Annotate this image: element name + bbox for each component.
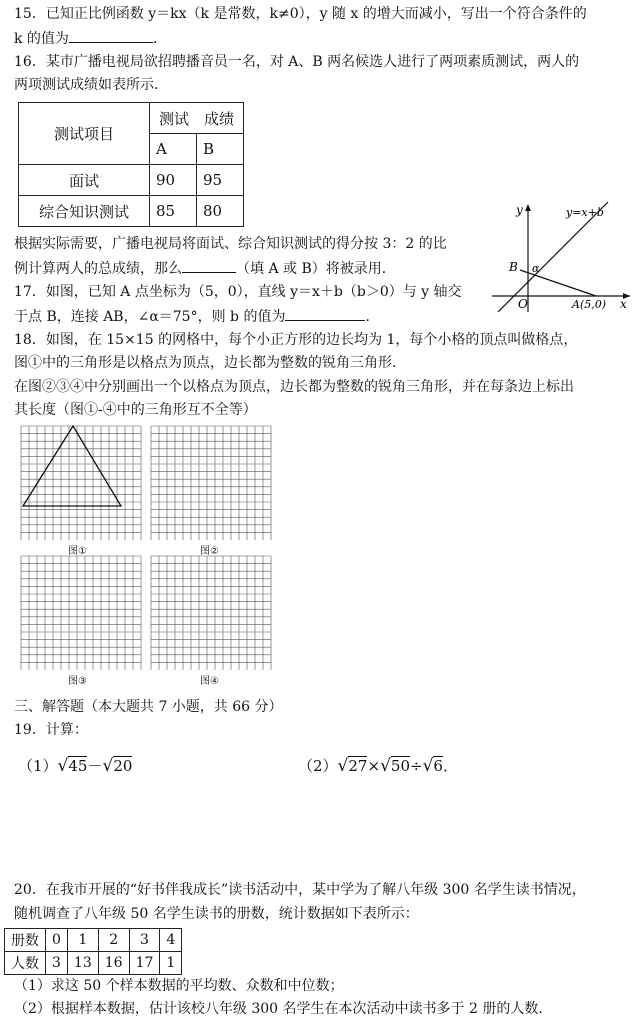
q17-alpha-label: α (532, 262, 540, 275)
caption-figure-4: 图④ (200, 676, 219, 687)
q16-line1: 16．某市广播电视局欲招聘播音员一名，对 A、B 两名候选人进行了两项素质测试，两人的 (14, 54, 580, 70)
q17-line2-prefix: 于点 B，连接 AB，∠α＝75°，则 b 的值为 (14, 309, 286, 325)
q20-row2-cell: 16 (98, 952, 129, 975)
q18-line3: 在图②③④中分别画出一个以格点为顶点，边长都为整数的锐角三角形，并在每条边上标出 (14, 379, 574, 395)
grid-figure-2 (150, 425, 272, 540)
q19-times: × (367, 757, 381, 775)
q16-row1-b: 95 (197, 165, 244, 196)
q16-after2-suffix: （填 A 或 B）将被录用． (236, 261, 396, 277)
q16-line2: 两项测试成绩如表所示． (14, 77, 168, 93)
q16-col-a: A (150, 134, 197, 165)
q19-part1 (18, 756, 132, 776)
sqrt-icon: √ (422, 756, 434, 776)
grid-lines (151, 426, 271, 540)
q15-suffix: ． (152, 31, 167, 47)
q17-line2-suffix: ． (365, 309, 380, 325)
grid-lines (151, 556, 271, 670)
q20-row1-cell: 0 (46, 929, 68, 952)
q17-line2 (14, 306, 379, 327)
q20-row2-cell: 13 (67, 952, 98, 975)
section-heading: 三、解答题（本大题共 7 小题，共 66 分） (14, 699, 283, 715)
caption-figure-2: 图② (200, 546, 219, 557)
q19-radicand-27: 27 (348, 757, 368, 775)
grid-lines (21, 426, 141, 540)
q19-radicand-45: 45 (68, 757, 88, 775)
q16-row2-label: 综合知识测试 (19, 196, 150, 227)
q19-title: 19．计算： (14, 722, 88, 738)
q16-after1: 根据实际需要，广播电视局将面试、综合知识测试的得分按 3：2 的比 (14, 236, 447, 252)
q19-radicand-6: 6 (433, 757, 443, 775)
q16-after2 (14, 258, 396, 279)
q19-divide: ÷ (410, 757, 423, 775)
q17-point-a-label: A(5,0) (572, 298, 607, 311)
q19-part2-end: ． (442, 757, 458, 775)
q19-part2-label: （2） (298, 757, 338, 775)
q17-x-label: x (620, 297, 627, 311)
sqrt-icon: √ (57, 756, 69, 776)
grid-figure-1 (20, 425, 142, 540)
q16-row1-a: 90 (150, 165, 197, 196)
caption-figure-3: 图③ (68, 676, 87, 687)
q16-answer-blank (182, 258, 236, 273)
q17-line1: 17．如图，已知 A 点坐标为（5，0），直线 y＝x＋b（b＞0）与 y 轴交 (14, 284, 462, 300)
grid-lines (21, 556, 141, 670)
q20-data-table (4, 928, 182, 975)
sqrt-icon: √ (102, 756, 114, 776)
q16-row1-label: 面试 (19, 165, 150, 196)
q18-line1: 18．如图，在 15×15 的网格中，每个小正方形的边长均为 1，每个小格的顶点叫做格点， (14, 332, 578, 348)
q18-line4: 其长度（图①-④中的三角形互不全等） (14, 402, 257, 418)
q16-after2-prefix: 例计算两人的总成绩，那么 (14, 261, 182, 277)
q20-row1-cell: 2 (98, 929, 129, 952)
q15-answer-blank (69, 28, 153, 43)
q16-header-score: 测试 成绩 (150, 103, 244, 134)
q20-row1-label: 册数 (5, 929, 46, 952)
q20-line1: 20．在我市开展的“好书伴我成长”读书活动中，某中学为了解八年级 300 名学生读书情况， (14, 882, 586, 898)
q20-row1-cell: 3 (129, 929, 160, 952)
q19-minus: － (87, 757, 103, 775)
q20-sub2: （2）根据样本数据，估计该校八年级 300 名学生在本次活动中读书多于 2 册的人数． (14, 1001, 553, 1017)
q16-row2-b: 80 (197, 196, 244, 227)
grid-figure-3 (20, 555, 142, 670)
q15-line2 (14, 28, 167, 49)
q17-answer-blank (285, 306, 365, 321)
grid-figure-4 (150, 555, 272, 670)
q20-line2: 随机调查了八年级 50 名学生读书的册数，统计数据如下表所示： (14, 906, 419, 922)
q20-row2-label: 人数 (5, 952, 46, 975)
given-triangle (23, 426, 121, 506)
q16-header-item: 测试项目 (19, 103, 150, 165)
q17-origin-label: O (518, 297, 528, 311)
q17-figure (490, 200, 635, 315)
q20-row2-cell: 3 (46, 952, 68, 975)
q20-sub1: （1）求这 50 个样本数据的平均数、众数和中位数； (14, 978, 344, 994)
sqrt-icon: √ (337, 756, 349, 776)
q17-point-b-label: B (509, 260, 518, 274)
q17-y-label: y (516, 203, 523, 217)
q16-col-b: B (197, 134, 244, 165)
q19-radicand-20: 20 (113, 757, 133, 775)
q19-part1-label: （1） (18, 757, 58, 775)
q19-part2 (298, 756, 458, 776)
q16-score-table (18, 102, 244, 227)
q20-row1-cell: 1 (67, 929, 98, 952)
q16-row2-a: 85 (150, 196, 197, 227)
q20-row1-cell: 4 (160, 929, 182, 952)
q19-radicand-50: 50 (390, 757, 410, 775)
q17-line-label: y=x+b (566, 206, 604, 219)
q15-line1: 15．已知正比例函数 y＝kx（k 是常数，k≠0），y 随 x 的增大而减小，写出一个符合条件的 (14, 6, 587, 22)
q20-row2-cell: 17 (129, 952, 160, 975)
q20-row2-cell: 1 (160, 952, 182, 975)
q18-line2: 图①中的三角形是以格点为顶点，边长都为整数的锐角三角形． (14, 355, 406, 371)
q15-prefix: k 的值为 (14, 31, 69, 47)
sqrt-icon: √ (380, 756, 391, 776)
caption-figure-1: 图① (68, 546, 87, 557)
